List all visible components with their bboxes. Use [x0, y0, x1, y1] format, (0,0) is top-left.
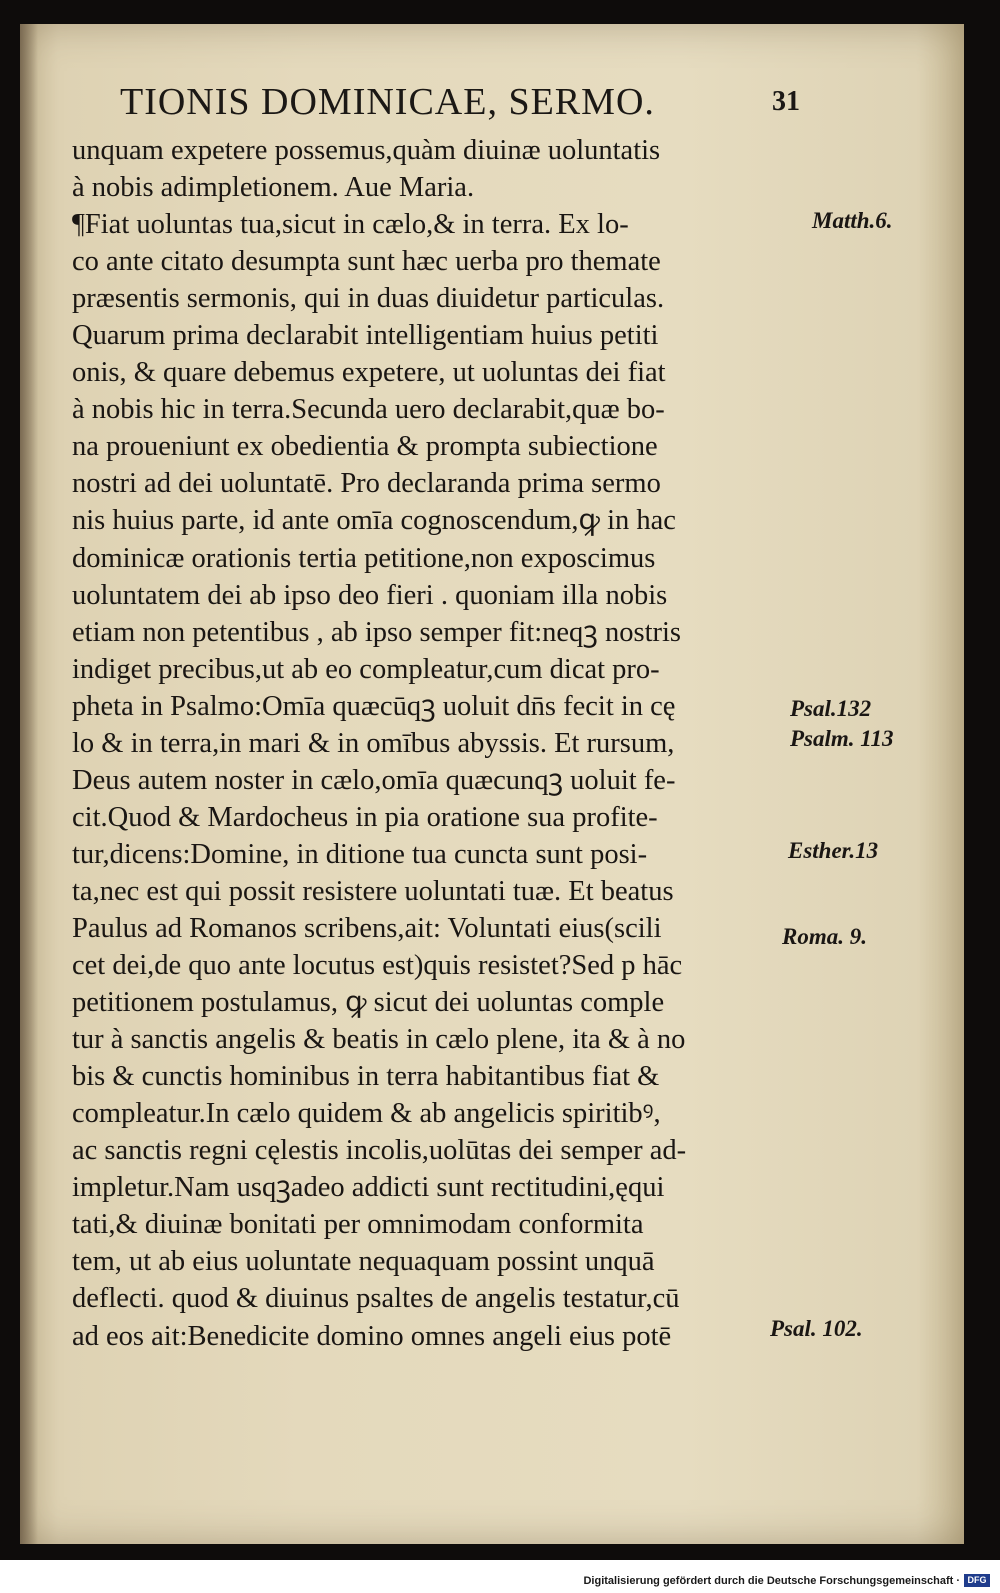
- text-line: cet dei,de quo ante locutus est)quis resistet?Sed p hāc: [72, 950, 683, 982]
- text-line: impletur.Nam usqꝫadeo addicti sunt rectitudini,ęqui: [72, 1172, 665, 1204]
- text-line: nis huius parte, id ante omīa cognoscendum,ꝙ in hac: [72, 505, 676, 537]
- text-line: dominicæ orationis tertia petitione,non exposcimus: [72, 542, 656, 574]
- text-line: deflecti. quod & diuinus psaltes de angelis testatur,cū: [72, 1283, 680, 1315]
- text-line: onis, & quare debemus expetere, ut uoluntas dei fiat: [72, 357, 666, 389]
- text-line: tati,& diuinæ bonitati per omnimodam conformita: [72, 1209, 644, 1241]
- text-line: compleatur.In cælo quidem & ab angelicis spiritibꝰ,: [72, 1098, 661, 1130]
- text-line: bis & cunctis hominibus in terra habitantibus fiat &: [72, 1061, 660, 1093]
- running-head: TIONIS DOMINICAE, SERMO.: [120, 81, 655, 123]
- text-line: à nobis hic in terra.Secunda uero declarabit,quæ bo-: [72, 394, 665, 426]
- text-line: uoluntatem dei ab ipso deo fieri . quoniam illa nobis: [72, 579, 668, 611]
- dfg-logo: DFG: [964, 1574, 990, 1587]
- text-line: tem, ut ab eius uoluntate nequaquam possint unquā: [72, 1246, 655, 1278]
- body-text: [72, 132, 792, 1355]
- text-line: etiam non petentibus , ab ipso semper fit:neqꝫ nostris: [72, 616, 682, 648]
- margin-note-psal132: Psal.132: [790, 696, 872, 721]
- text-line: lo & in terra,in mari & in omībus abyssis. Et rursum,: [72, 727, 675, 759]
- text-line: pheta in Psalmo:Omīa quæcūqꝫ uoluit dn̄s fecit in cę: [72, 690, 676, 722]
- text-line: ac sanctis regni cęlestis incolis,uolūtas dei semper ad-: [72, 1135, 687, 1167]
- text-line: ta,nec est qui possit resistere uoluntati tuæ. Et beatus: [72, 875, 674, 907]
- text-line: tur à sanctis angelis & beatis in cælo plene, ita & à no: [72, 1024, 686, 1056]
- text-line: Paulus ad Romanos scribens,ait: Voluntati eius(scili: [72, 912, 662, 944]
- text-line: unquam expetere possemus,quàm diuinæ uoluntatis: [72, 135, 661, 166]
- margin-note-roma: Roma. 9.: [782, 924, 867, 949]
- margin-note-psal102: Psal. 102.: [770, 1316, 863, 1341]
- digitization-credit: Digitalisierung gefördert durch die Deutsche Forschungsgemeinschaft ·: [583, 1575, 960, 1587]
- margin-note-esther: Esther.13: [788, 838, 879, 863]
- margin-note-matth: Matth.6.: [812, 208, 893, 233]
- text-line: tur,dicens:Domine, in ditione tua cuncta sunt posi-: [72, 838, 648, 870]
- text-line: nostri ad dei uoluntatē. Pro declaranda prima sermo: [72, 468, 661, 500]
- text-line: à nobis adimpletionem. Aue Maria.: [72, 172, 475, 204]
- text-line: na proueniunt ex obedientia & prompta subiectione: [72, 431, 658, 463]
- margin-note-psalm113: Psalm. 113: [790, 726, 894, 751]
- text-line: cit.Quod & Mardocheus in pia oratione sua profite-: [72, 801, 658, 833]
- text-line: co ante citato desumpta sunt hæc uerba pro themate: [72, 246, 661, 278]
- text-line: ¶Fiat uoluntas tua,sicut in cælo,& in terra. Ex lo-: [72, 209, 629, 241]
- text-line: Quarum prima declarabit intelligentiam huius petiti: [72, 320, 659, 352]
- text-line: Deus autem noster in cælo,omīa quæcunqꝫ uoluit fe-: [72, 764, 676, 796]
- text-line: petitionem postulamus, ꝙ sicut dei uoluntas comple: [72, 987, 665, 1019]
- folio-number: 31: [772, 86, 800, 117]
- text-line: indiget precibus,ut ab eo compleatur,cum dicat pro-: [72, 653, 660, 685]
- text-line: præsentis sermonis, qui in duas diuidetur particulas.: [72, 283, 665, 315]
- text-line: ad eos ait:Benedicite domino omnes angeli eius potē: [72, 1320, 672, 1352]
- page-gutter-shadow: [20, 24, 38, 1544]
